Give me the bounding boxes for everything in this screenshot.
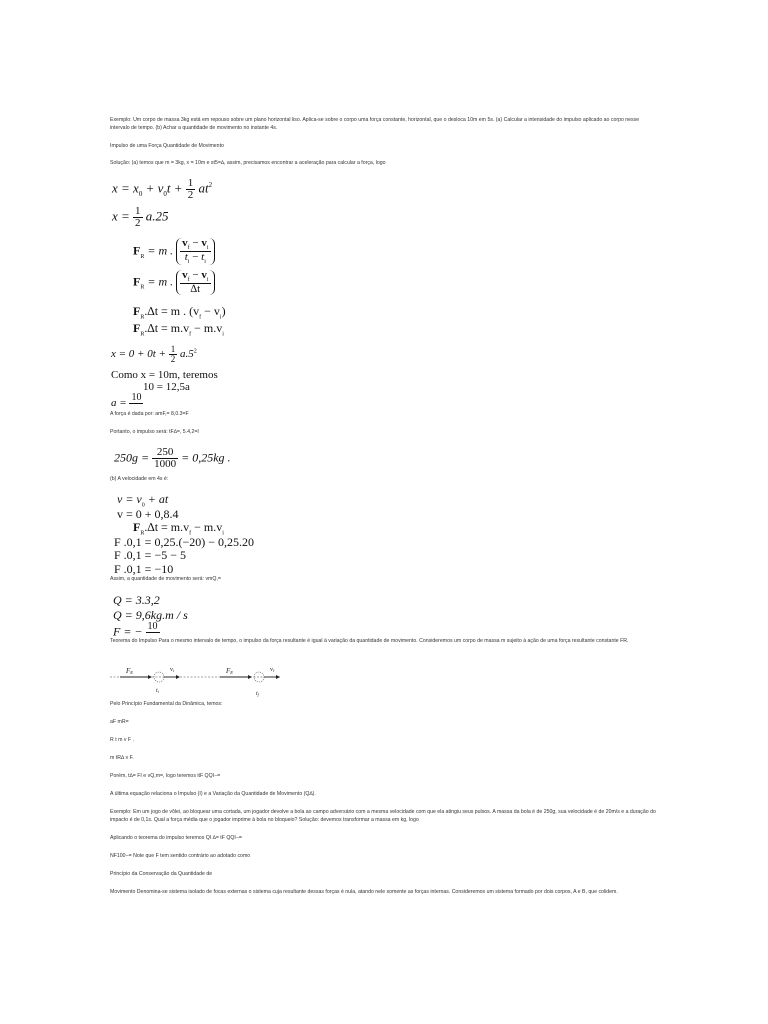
equation-force-step-3: F .0,1 = −10 [114, 562, 174, 576]
velocity-arrowhead-initial [176, 675, 180, 679]
equation-force-step-2: F .0,1 = −5 − 5 [114, 548, 186, 562]
paragraph-however: Porém, t∆= FI e vQ,m=, logo teremos itF QQI−= [110, 773, 221, 779]
paragraph-impulse-theorem: Teorema do Impulso Para o mesmo intervalo de tempo, o impulso da força resultante é igual à variação da quantidade de movimento. Consideremos um corpo de massa m sujeito à ação de uma força resultante constante FR. [110, 638, 629, 644]
velocity-arrowhead-final [276, 675, 280, 679]
paragraph-heading-impulse: Impulso de uma Força Quantidade de Movimento [110, 143, 224, 149]
paragraph-applying-theorem: Aplicando o teorema do impulso teremos QI ∆= tF QQI−= [110, 835, 242, 841]
equation-impulse-momentum-2: $F_R.\Delta t = m.v_f - m.v_i$ [133, 520, 224, 537]
label-velocity-final: vf [270, 667, 275, 673]
equation-como-x: Como x = 10m, teremos [111, 369, 218, 381]
equation-impulse-parens: $F_R.\Delta t = m$ . $(v_f - v_i)$ [133, 304, 226, 321]
label-time-final: tf [256, 691, 259, 697]
paragraph-force-given: A força é dada por: amF,= 8,0.3=F [110, 411, 189, 417]
label-force-final: FR [226, 667, 233, 675]
equation-force-final: F = − 10 [113, 621, 158, 639]
equation-position-substituted: x = $\frac{1}{2}$ a.25 [112, 205, 169, 229]
paragraph-example-volleyball: Exemplo: Em um jogo de vôlei, ao bloquear uma cortada, um jogador devolve a bola ao campo adversário com a mesma velocidade com que ela atingiu seus pulsos. A massa da bola é de 250g, sua velocidade é de 20m/s e a duração do impacto é de 0,1s. Qual a força média que o jogador imprime à bola no bloqueio? Solução: devemos transformar a massa em kg, logo [110, 809, 656, 823]
paragraph-fundamental-principle: Pelo Princípio Fundamental da Dinâmica, temos: [110, 701, 223, 707]
force-arrowhead-final [248, 675, 252, 679]
equation-force-velocity-time: $F_R = m$ . $\frac{v_f - v_i}{t_i - t_i}$ [133, 238, 215, 265]
label-force-initial: FR [126, 667, 133, 675]
paragraph-impulse-result: Portanto, o impulso será: tF∆=, 5.4,2=I [110, 429, 199, 435]
paragraph-momentum: Assim, a quantidade de movimento será: vmQ,= [110, 576, 221, 582]
equation-force-delta-t: $F_R = m$ . $\frac{v_f - v_i}{\Delta t}$ [133, 270, 215, 295]
equation-a-equals: a = 10 [111, 392, 142, 410]
equation-velocity-value: v = 0 + 0,8.4 [117, 507, 179, 521]
paragraph-solution-a: Solução: (a) temos que m = 3kg, x = 10m e st5=∆, assim, precisamos encontrar a aceleração para calcular a força, logo [110, 160, 386, 166]
force-arrowhead-initial [148, 675, 152, 679]
equation-kinematics: $x = x_0 + v_0t$ + $\frac{1}{2}$ $at^2$ [112, 177, 213, 201]
paragraph-note-f: NF100−= Note que F tem sentido contrário ao adotado como [110, 853, 251, 859]
equation-momentum-1: Q = 3.3,2 [113, 593, 160, 607]
equation-momentum-2: Q = 9,6kg.m / s [113, 608, 188, 622]
equation-position-zero: x = 0 + 0t + $\frac{1}{2}$ $a.5^2$ [111, 344, 197, 364]
paragraph-eq-mtr: m tR∆ v F. [110, 755, 134, 761]
equation-velocity: $v = v_0$ + at [117, 492, 169, 509]
paragraph-last-equation: A última equação relaciona o Impulso (I) e a Variação da Quantidade de Movimento (Q∆). [110, 791, 316, 797]
paragraph-eq-rtm: R t m v F . [110, 737, 134, 743]
equation-mass-conversion: 250g = $\frac{250}{1000}$ = 0,25kg . [114, 446, 231, 470]
equation-ten-equals: 10 = 12,5a [143, 381, 190, 393]
paragraph-isolated-system: Movimento Denomina-se sistema isolado de focas externas o sistema cuja resultante dessas forças é nula, atando nele somente as forças internas. Consideremos um sistema formado por dois corpos, A e B, que colidem. [110, 889, 618, 895]
label-time-initial: ti [156, 688, 159, 694]
equation-force-step-1: F .0,1 = 0,25.(−20) − 0,25.20 [114, 535, 254, 549]
paragraph-example-1: Exemplo: Um corpo de massa 3kg está em repouso sobre um plano horizontal liso. Aplica-se sobre o corpo uma força constante, horizontal, que o desloca 10m em 5s. (a) Calcular a intensidade do impulso aplicado ao corpo nesse intervalo de tempo. (b) Achar a quantidade de movimento no instante 4s. [110, 117, 640, 131]
paragraph-conservation-heading: Princípio da Conservação da Quantidade de [110, 871, 213, 877]
impulse-diagram [110, 662, 285, 700]
paragraph-eq-amr: aF mR= [110, 719, 129, 725]
paragraph-velocity-4s: (b) A velocidade em 4s é: [110, 476, 169, 482]
label-velocity-initial: vi [170, 667, 175, 673]
equation-impulse-momentum: $F_R.\Delta t = m.v_f - m.v_i$ [133, 321, 224, 338]
